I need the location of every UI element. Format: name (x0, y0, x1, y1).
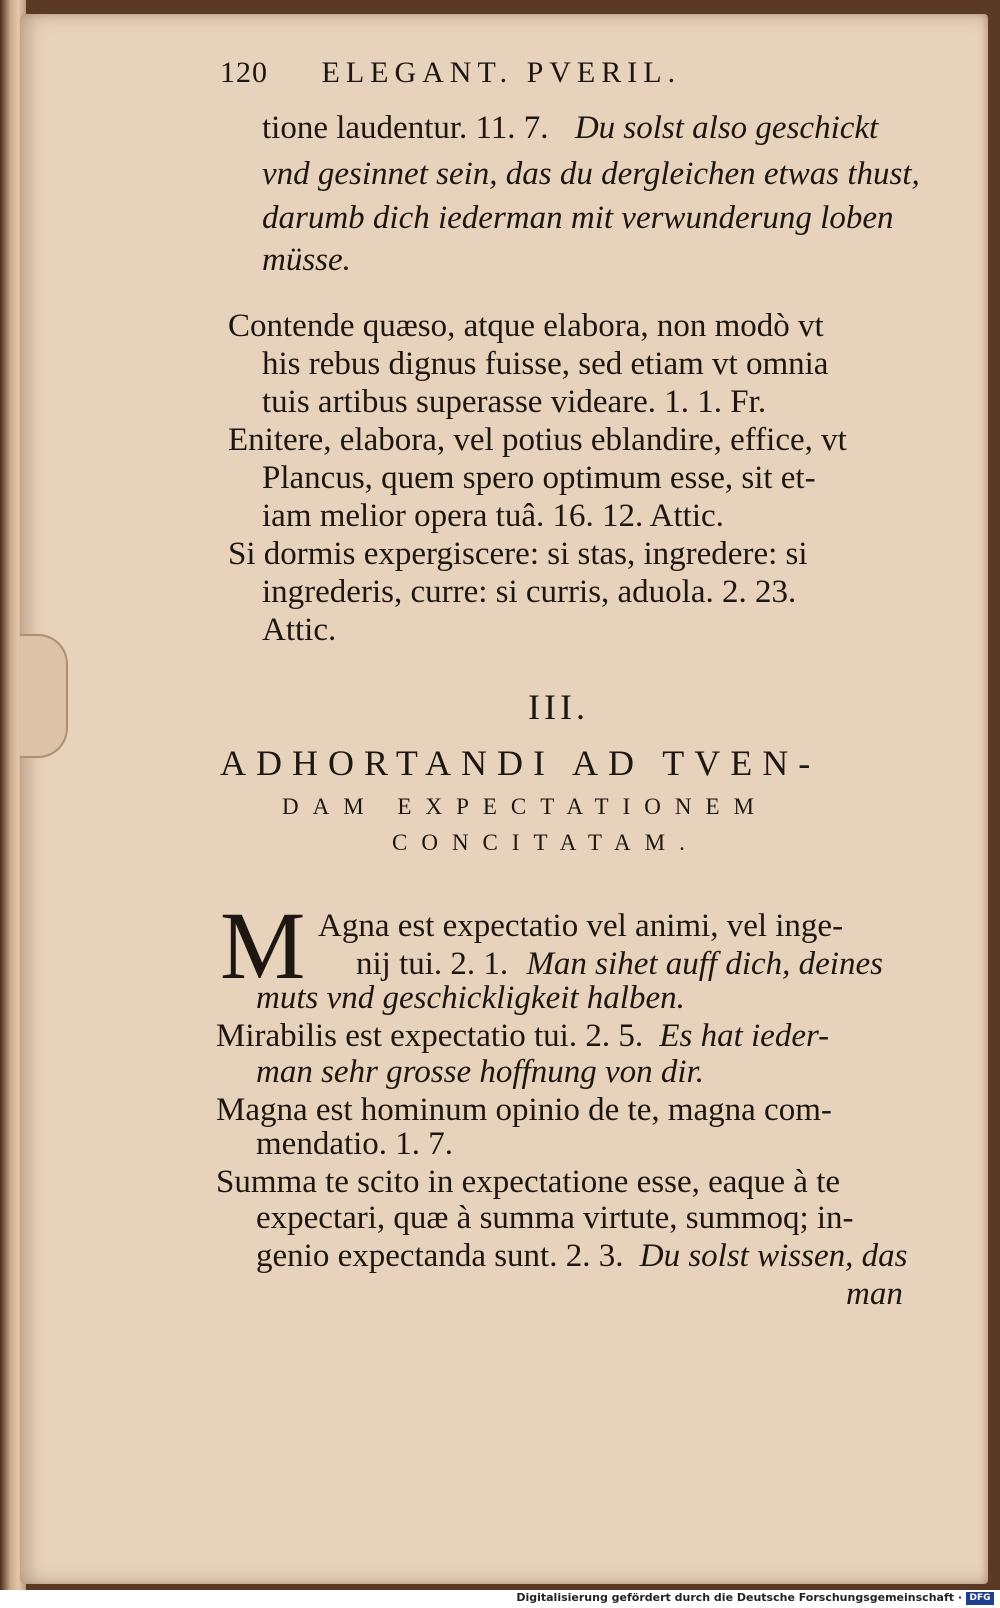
text-line: mendatio. 1. 7. (256, 1126, 454, 1162)
page-number: 120 (220, 56, 268, 89)
text-line: Plancus, quem spero optimum esse, sit et- (262, 460, 816, 496)
text-line: ingrederis, curre: si curris, aduola. 2. 23. (262, 574, 797, 610)
text-line: Contende quæso, atque elabora, non modò vt (228, 308, 824, 344)
german-text: muts vnd geschickligkeit halben. (256, 980, 685, 1016)
text-line: Si dormis expergiscere: si stas, ingredere: si (228, 536, 808, 572)
running-title: ELEGANT. PVERIL. (321, 56, 682, 89)
german-text: man sehr grosse hoffnung von dir. (256, 1054, 704, 1090)
text-line: Summa te scito in expectatione esse, eaque à te (216, 1164, 841, 1200)
text-line: Attic. (262, 612, 337, 648)
text-line: tuis artibus superasse videare. 1. 1. Fr. (262, 384, 767, 420)
chapter-title: ADHORTANDI AD TVEN- (220, 743, 821, 783)
text-line: Agna est expectatio vel animi, vel inge- (318, 908, 844, 944)
german-text: müsse. (262, 242, 351, 278)
latin-text: nij tui. 2. 1. (356, 946, 509, 982)
chapter-subtitle: DAM EXPECTATIONEM (282, 794, 768, 819)
chapter-numeral: III. (528, 687, 589, 727)
latin-text: genio expectanda sunt. 2. 3. (256, 1238, 624, 1274)
text-line (256, 1238, 907, 1275)
german-text: vnd gesinnet sein, das du dergleichen etwas thust, (262, 156, 920, 192)
german-text: Du solst wissen, das (639, 1238, 908, 1274)
german-text: Du solst also geschickt (574, 110, 879, 146)
catchword: man (846, 1276, 903, 1312)
dfg-logo: DFG (966, 1592, 994, 1605)
german-text: Es hat ieder- (659, 1018, 830, 1054)
text-line (216, 1018, 829, 1055)
text-line: Enitere, elabora, vel potius eblandire, effice, vt (228, 422, 847, 458)
text-line (356, 946, 883, 983)
text-line: iam melior opera tuâ. 16. 12. Attic. (262, 498, 724, 534)
text-line: his rebus dignus fuisse, sed etiam vt omnia (262, 346, 829, 382)
footer-credit: Digitalisierung gefördert durch die Deutsche Forschungsgemeinschaft · (516, 1591, 962, 1604)
text-line: expectari, quæ à summa virtute, summoq; in- (256, 1200, 854, 1236)
text-line (262, 110, 878, 147)
chapter-subtitle: CONCITATAM. (392, 830, 699, 855)
page-tab (20, 634, 68, 758)
german-text: Man sihet auff dich, deines (526, 946, 883, 982)
latin-text: tione laudentur. 11. 7. (262, 110, 549, 146)
german-text: darumb dich iederman mit verwunderung loben (262, 200, 894, 236)
latin-text: Mirabilis est expectatio tui. 2. 5. (216, 1018, 644, 1054)
running-header (220, 56, 681, 90)
drop-cap: M (220, 892, 306, 999)
text-line: Magna est hominum opinio de te, magna com- (216, 1092, 832, 1128)
